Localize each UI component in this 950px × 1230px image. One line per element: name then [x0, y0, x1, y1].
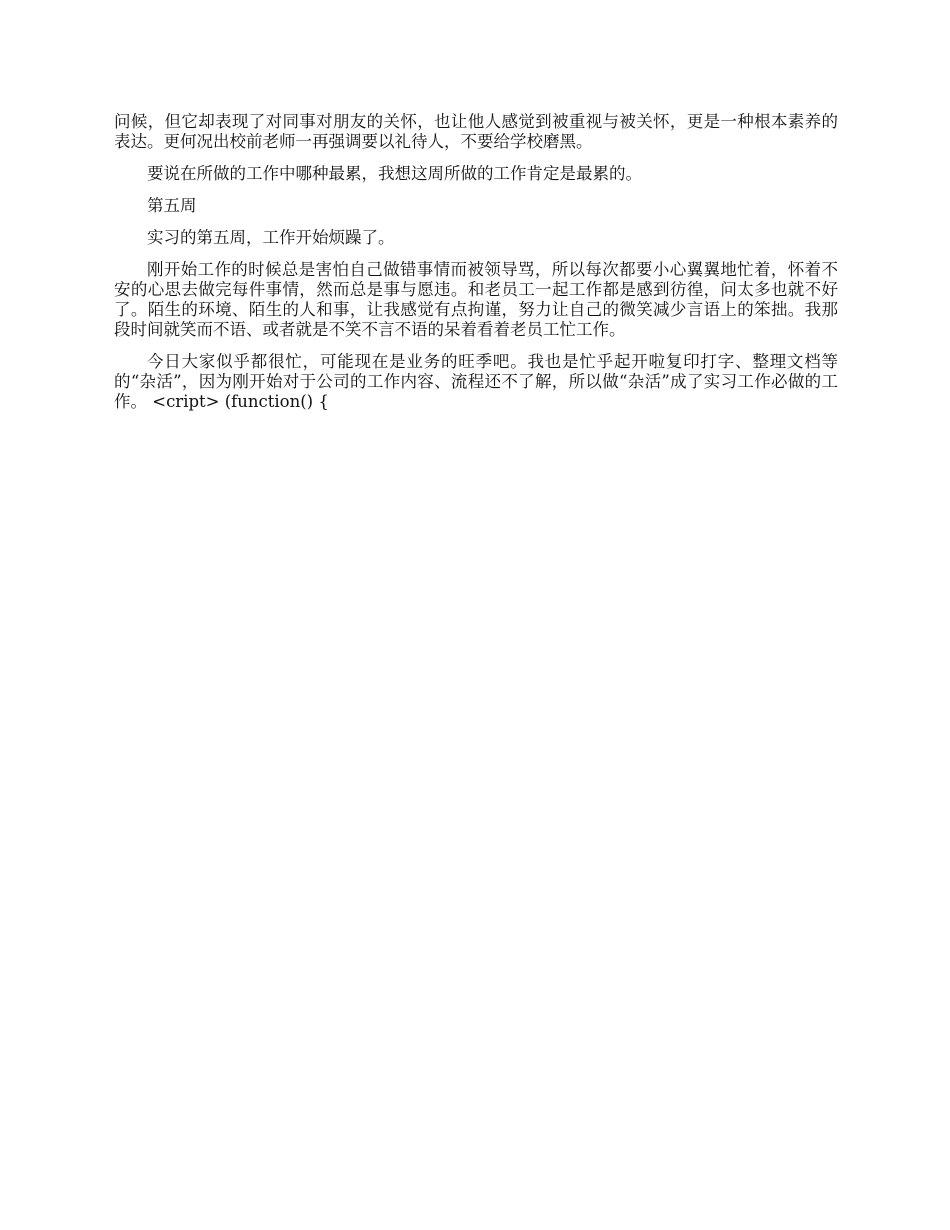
paragraph-2: 要说在所做的工作中哪种最累，我想这周所做的工作肯定是最累的。	[147, 164, 642, 183]
paragraph-4: 刚开始工作的时候总是害怕自己做错事情而被领导骂，所以每次都要小心翼翼地忙着，怀着不安的心思去做完每件事情，然而总是事与愿违。和老员工一起工作都是感到彷徨，问太多也就不好了。陌生的环境、陌生的人和事，让我感觉有点拘谨，努力让自己的微笑减少言语上的笨拙。我那段时间就笑而不语、或者就是不笑不言不语的呆着看着老员工忙工作。	[114, 260, 838, 339]
paragraph-1: 问候，但它却表现了对同事对朋友的关怀，也让他人感觉到被重视与被关怀，更是一种根本素养的表达。更何况出校前老师一再强调要以礼待人，不要给学校磨黑。	[114, 112, 838, 151]
section-heading-week-five: 第五周	[147, 196, 197, 215]
document-body	[114, 112, 838, 424]
paragraph-3: 实习的第五周，工作开始烦躁了。	[147, 228, 395, 247]
paragraph-5: 今日大家似乎都很忙，可能现在是业务的旺季吧。我也是忙乎起开啦复印打字、整理文档等的“杂活”，因为刚开始对于公司的工作内容、流程还不了解，所以做“杂活”成了实习工作必做的工作。 <cript> (function() {	[114, 352, 838, 411]
